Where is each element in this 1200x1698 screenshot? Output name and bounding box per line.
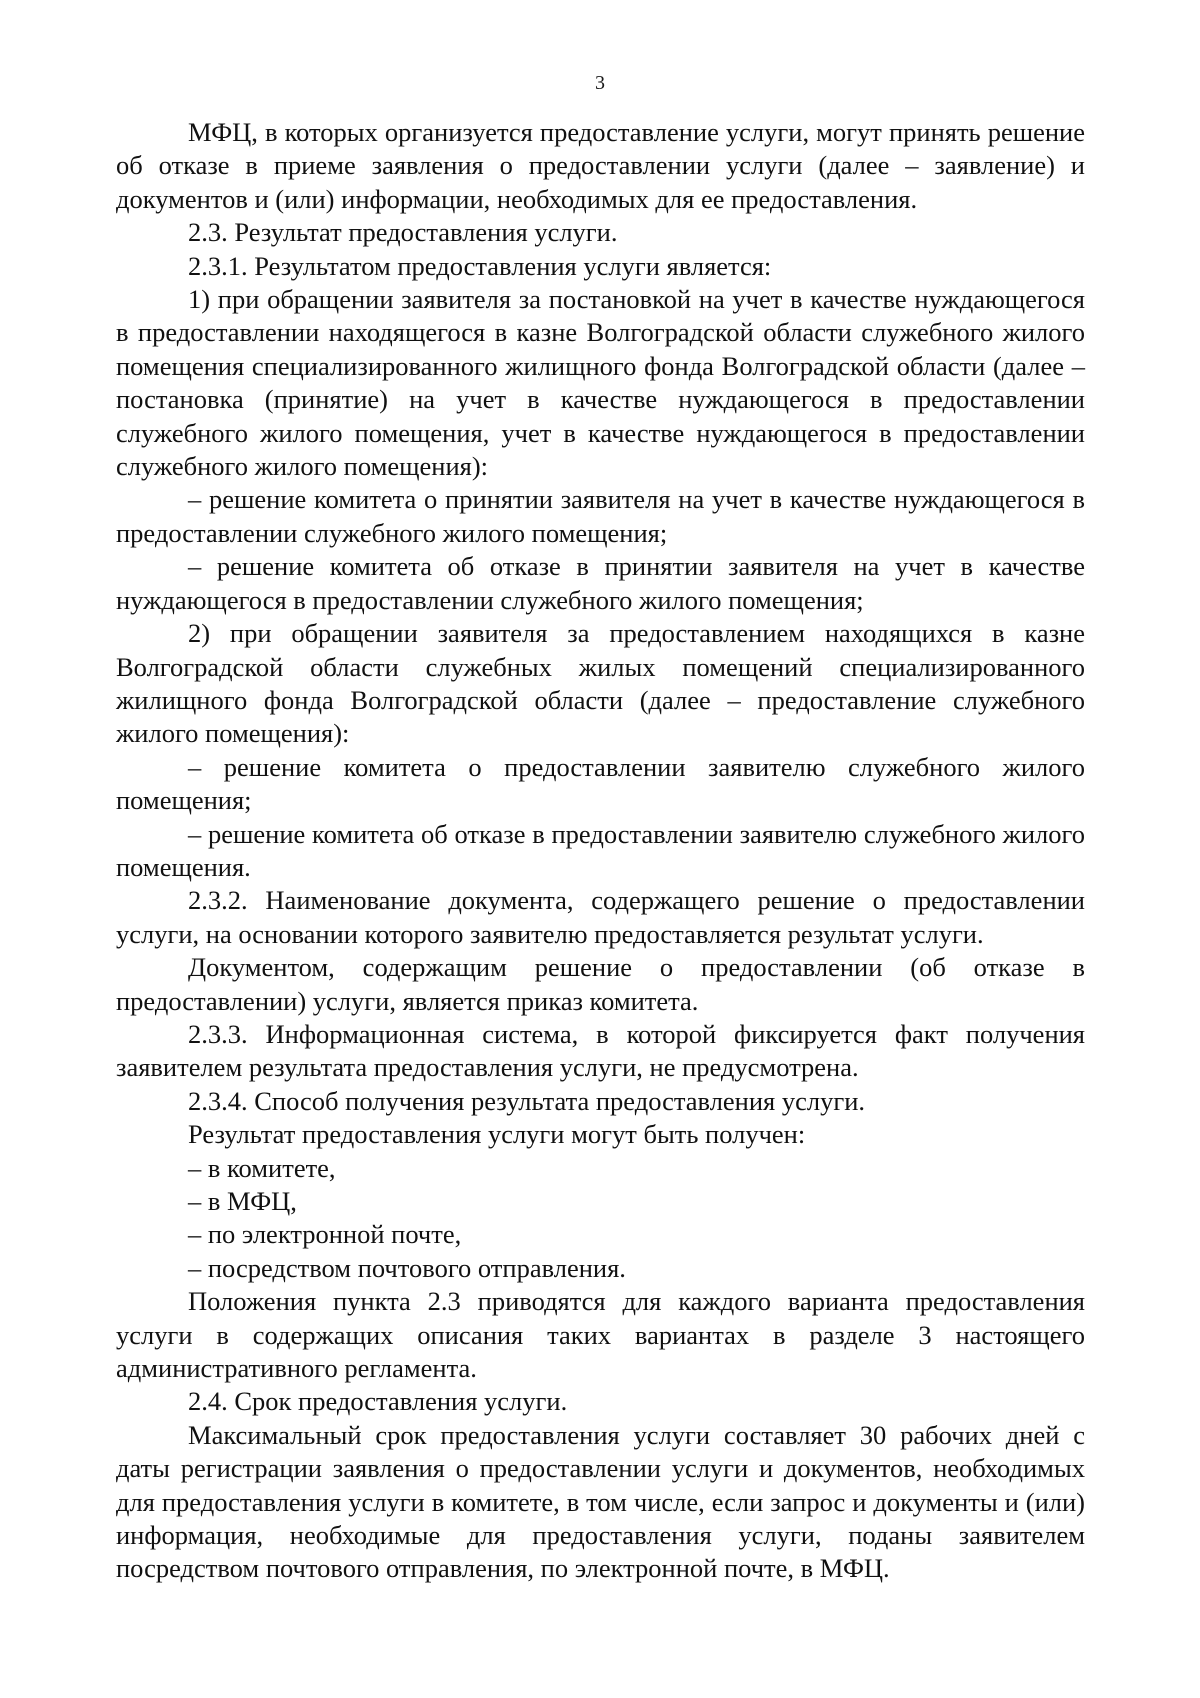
paragraph-2-3-3: 2.3.3. Информационная система, в которой фиксируется факт получения заявителем результата предоставления услуги, не предусмотрена. [116,1018,1085,1083]
paragraph-item-2-decision-refuse: – решение комитета об отказе в предоставлении заявителю служебного жилого помещения. [116,818,1085,882]
paragraph-2-4-heading: 2.4. Срок предоставления услуги. [188,1386,568,1417]
list-item-mfc: – в МФЦ, [188,1186,297,1216]
paragraph-item-1-decision-accept: – решение комитета о принятии заявителя на учет в качестве нуждающегося в предоставлении служебного жилого помещения; [116,484,1085,548]
paragraph-item-1-decision-refuse: – решение комитета об отказе в принятии заявителя на учет в качестве нуждающегося в предоставлении служебного жилого помещения; [116,551,1085,615]
paragraph-2-3-4-heading: 2.3.4. Способ получения результата предоставления услуги. [188,1085,866,1116]
list-item-post: – посредством почтового отправления. [188,1252,626,1283]
paragraph-result-methods-intro: Результат предоставления услуги могут быть получен: [188,1119,806,1150]
paragraph-document-order: Документом, содержащим решение о предоставлении (об отказе в предоставлении) услуги, является приказ комитета. [116,952,1085,1016]
document-body [116,116,1085,1586]
page-number: 3 [595,72,605,94]
paragraph-2-3-2-heading: 2.3.2. Наименование документа, содержащего решение о предоставлении услуги, на основании которого заявителю предоставляется результат услуги. [116,885,1085,949]
list-item-committee: – в комитете, [188,1152,336,1183]
paragraph-max-term: Максимальный срок предоставления услуги составляет 30 рабочих дней с даты регистрации заявления о предоставлении услуги и документов, необходимых для предоставления услуги в комитете, в том числе, если запрос и документы и (или) информация, необходимые для предоставления услуги, поданы заявителем посредством почтового отправления, по электронной почте, в МФЦ. [116,1419,1085,1584]
paragraph-mfc-refusal: МФЦ, в которых организуется предоставление услуги, могут принять решение об отказе в приеме заявления о предоставлении услуги (далее – заявление) и документов и (или) информации, необходимых для ее предоставления. [116,117,1085,214]
paragraph-item-2: 2) при обращении заявителя за предоставлением находящихся в казне Волгоградской области служебных жилых помещений специализированного жилищного фонда Волгоградской области (далее – предоставление служебного жилого помещения): [116,618,1085,749]
paragraph-item-1: 1) при обращении заявителя за постановкой на учет в качестве нуждающегося в предоставлении находящегося в казне Волгоградской области служебного жилого помещения специализированного жилищного фонда Волгоградской области (далее – постановка (принятие) на учет в качестве нуждающегося в предоставлении служебного жилого помещения, учет в качестве нуждающегося в предоставлении служебного жилого помещения): [116,284,1085,482]
list-item-email: – по электронной почте, [188,1219,462,1250]
paragraph-2-3-1-heading: 2.3.1. Результатом предоставления услуги является: [188,250,772,281]
paragraph-provisions-2-3: Положения пункта 2.3 приводятся для каждого варианта предоставления услуги в содержащих описания таких вариантах в разделе 3 настоящего административного регламента. [116,1286,1085,1384]
paragraph-2-3-heading: 2.3. Результат предоставления услуги. [188,217,618,248]
paragraph-item-2-decision-grant: – решение комитета о предоставлении заявителю служебного жилого помещения; [116,751,1085,816]
